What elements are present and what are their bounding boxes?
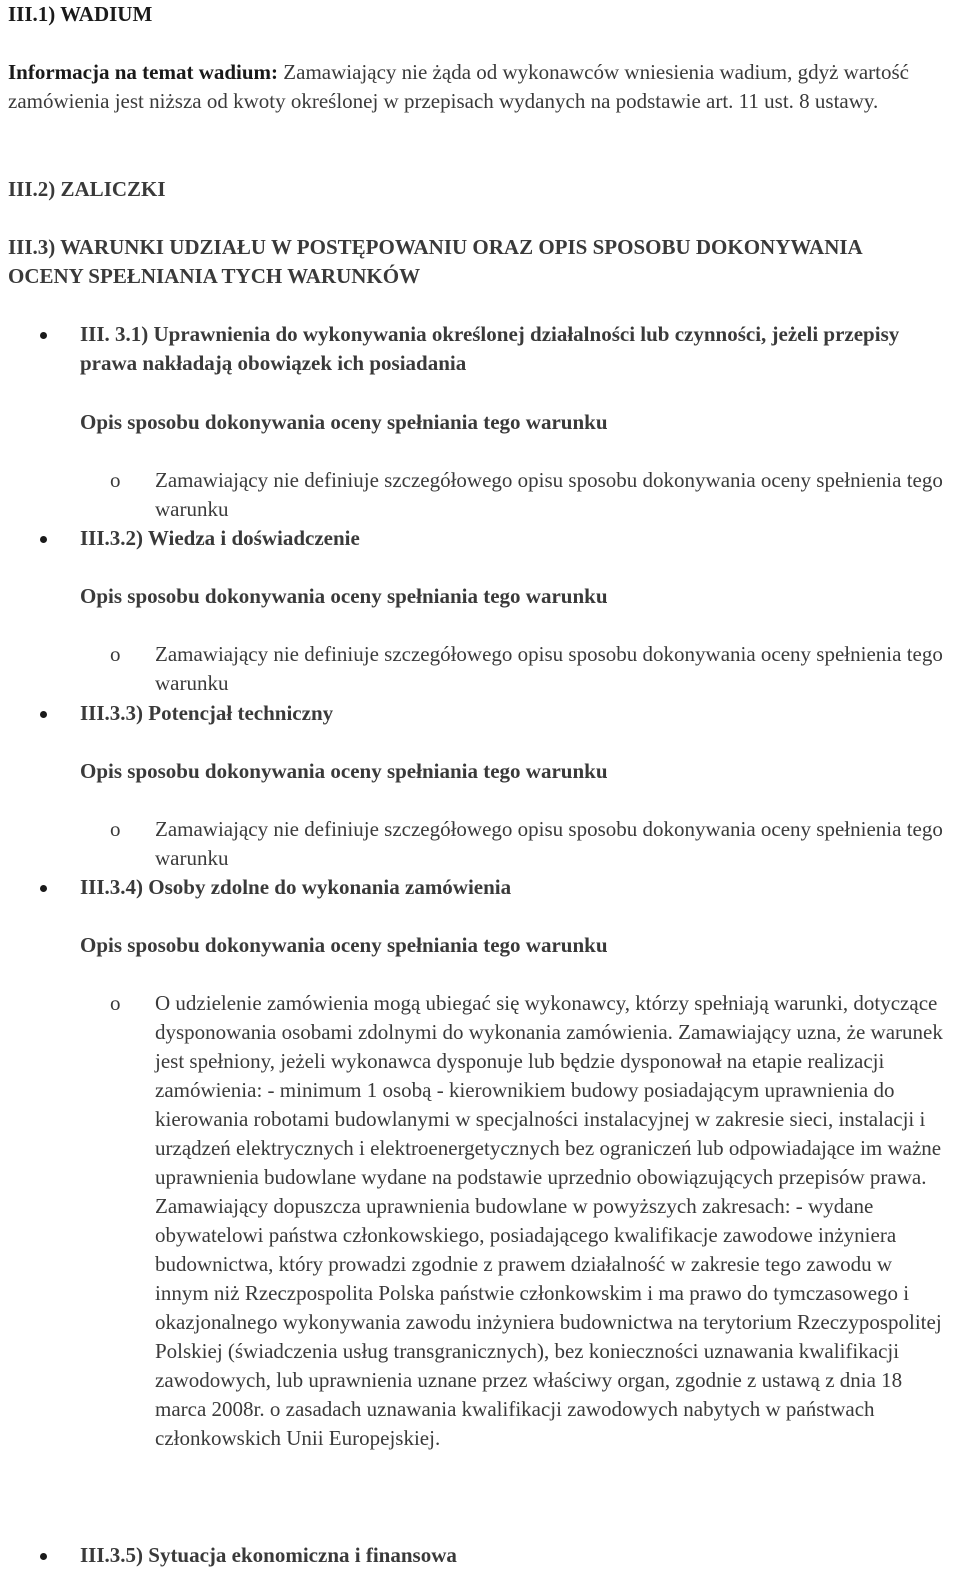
bullet-icon [40, 536, 47, 543]
bullet-icon [40, 711, 47, 718]
section-title: III. 3.1) Uprawnienia do wykonywania określonej działalności lub czynności, jeżeli przepisy prawa nakładają obowiązek ich posiadania [80, 322, 900, 375]
sub-bullet-icon: o [110, 468, 121, 492]
bullet-icon [40, 332, 47, 339]
wadium-info [8, 58, 953, 116]
bullet-icon [40, 885, 47, 892]
section-title: III.3.4) Osoby zdolne do wykonania zamówienia [80, 875, 512, 899]
wadium-info-label: Informacja na temat wadium: [8, 60, 279, 84]
section-detail: Zamawiający nie definiuje szczegółowego opisu sposobu dokonywania oceny spełnienia tego warunku [155, 468, 943, 521]
opis-label: Opis sposobu dokonywania oceny spełniania tego warunku [80, 933, 608, 957]
sub-bullet-icon: o [110, 817, 121, 841]
sub-bullet-icon: o [110, 991, 121, 1015]
zaliczki-heading: III.2) ZALICZKI [8, 177, 166, 201]
opis-label: Opis sposobu dokonywania oceny spełniania tego warunku [80, 759, 608, 783]
sub-bullet-icon: o [110, 642, 121, 666]
bullet-icon [40, 1553, 47, 1560]
section-title: III.3.3) Potencjał techniczny [80, 701, 334, 725]
opis-label: Opis sposobu dokonywania oceny spełniania tego warunku [80, 410, 608, 434]
wadium-info-text: Zamawiający nie żąda od wykonawców wniesienia wadium, gdyż wartość zamówienia jest niższa od kwoty określonej w przepisach wydanych na podstawie art. 11 ust. 8 ustawy. [8, 60, 909, 113]
warunki-heading: III.3) WARUNKI UDZIAŁU W POSTĘPOWANIU ORAZ OPIS SPOSOBU DOKONYWANIA OCENY SPEŁNIANIA TYCH WARUNKÓW [8, 235, 862, 288]
section-detail: Zamawiający nie definiuje szczegółowego opisu sposobu dokonywania oceny spełnienia tego warunku [155, 817, 943, 870]
section-title: III.3.5) Sytuacja ekonomiczna i finansowa [80, 1543, 457, 1567]
section-detail: Zamawiający nie definiuje szczegółowego opisu sposobu dokonywania oceny spełnienia tego warunku [155, 642, 943, 695]
section-title: III.3.2) Wiedza i doświadczenie [80, 526, 360, 550]
opis-label: Opis sposobu dokonywania oceny spełniania tego warunku [80, 584, 608, 608]
wadium-heading: III.1) WADIUM [8, 2, 153, 26]
section-detail: O udzielenie zamówienia mogą ubiegać się wykonawcy, którzy spełniają warunki, dotyczące dysponowania osobami zdolnymi do wykonania zamówienia. Zamawiający uzna, że warunek jest spełniony, jeżeli wykonawca dysponuje lub będzie dysponował na etapie realizacji zamówienia: - minimum 1 osobą - kierownikiem budowy posiadającym uprawnienia do kierowania robotami budowlanymi w specjalności instalacyjnej w zakresie sieci, instalacji i urządzeń elektrycznych i elektroenergetycznych bez ograniczeń lub odpowiadające im ważne uprawnienia budowlane wydane na podstawie uprzednio obowiązujących przepisów prawa. Zamawiający dopuszcza uprawnienia budowlane w powyższych zakresach: - wydane obywatelowi państwa członkowskiego, posiadającego kwalifikacje zawodowe inżyniera budownictwa, który prowadzi zgodnie z prawem działalność w zakresie tego zawodu w innym niż Rzeczpospolita Polska państwie członkowskim i ma prawo do tymczasowego i okazjonalnego wykonywania zawodu inżyniera budownictwa na terytorium Rzeczypospolitej Polskiej (świadczenia usług transgranicznych), bez konieczności uznawania kwalifikacji zawodowych, lub uprawnienia uznane przez właściwy organ, zgodnie z ustawą z dnia 18 marca 2008r. o zasadach uznawania kwalifikacji zawodowych nabytych w państwach członkowskich Unii Europejskiej. [155, 991, 943, 1450]
